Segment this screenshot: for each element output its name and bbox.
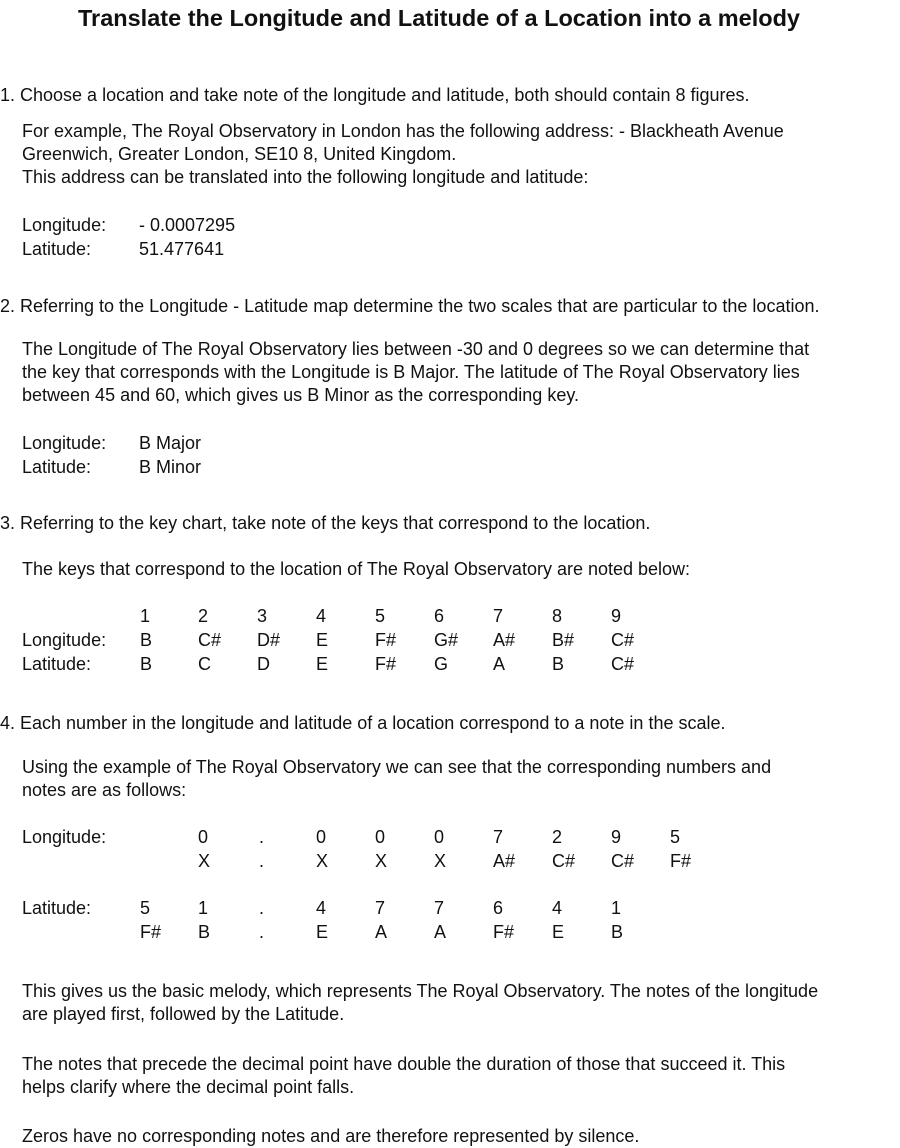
note: X [375, 851, 388, 871]
step-4-heading: 4. Each number in the longitude and latitude of a location correspond to a note in the scale. [0, 713, 726, 733]
digit: 0 [198, 827, 209, 847]
key-note: B# [552, 630, 575, 650]
note: B [611, 922, 624, 942]
closing-line: Zeros have no corresponding notes and are therefore represented by silence. [22, 1126, 640, 1146]
digit: 5 [670, 827, 681, 847]
digit: 4 [552, 898, 563, 918]
note: C# [611, 851, 635, 871]
key-note: B [140, 654, 153, 674]
key-note: B [552, 654, 565, 674]
note: F# [493, 922, 515, 942]
step-1-description [22, 120, 900, 189]
closing-line: are played first, followed by the Latitude. [22, 1004, 345, 1024]
step-1-line: Greenwich, Greater London, SE10 8, United Kingdom. [22, 144, 457, 164]
key-number: 7 [493, 606, 504, 626]
key-note: A# [493, 630, 516, 650]
step-2-line: The Longitude of The Royal Observatory lies between -30 and 0 degrees so we can determine that [22, 339, 810, 359]
key-note: A [493, 654, 506, 674]
step-1-longitude [22, 214, 235, 237]
step-1-heading: 1. Choose a location and take note of the longitude and latitude, both should contain 8 figures. [0, 85, 750, 105]
note: X [434, 851, 447, 871]
note: X [316, 851, 329, 871]
key-note: F# [375, 654, 397, 674]
note: E [316, 922, 329, 942]
note: A [434, 922, 447, 942]
digit: 0 [375, 827, 386, 847]
decimal-point: . [259, 827, 265, 847]
key-note: C [198, 654, 211, 674]
decimal-point: . [259, 851, 265, 871]
digit: 7 [493, 827, 504, 847]
step-4-description [22, 756, 900, 802]
note: A [375, 922, 388, 942]
key-number: 6 [434, 606, 445, 626]
key-note: G# [434, 630, 459, 650]
key-note: D [257, 654, 270, 674]
closing-line: The notes that precede the decimal point have double the duration of those that succeed it. This [22, 1054, 786, 1074]
step-3-intro [22, 558, 900, 581]
key-note: B [140, 630, 153, 650]
note: E [552, 922, 565, 942]
longitude-label: Longitude: [22, 215, 107, 235]
page-title: Translate the Longitude and Latitude of a Location into a melody [77, 5, 801, 31]
longitude-label: Longitude: [22, 433, 107, 453]
note: F# [670, 851, 692, 871]
digit: 5 [140, 898, 151, 918]
closing-paragraph-duration [22, 1053, 900, 1099]
key-note: F# [375, 630, 397, 650]
row-label: Longitude: [22, 630, 107, 650]
row-label: Latitude: [22, 898, 92, 918]
note: C# [552, 851, 576, 871]
digit: 7 [434, 898, 445, 918]
closing-line: This gives us the basic melody, which represents The Royal Observatory. The notes of the longitude [22, 981, 819, 1001]
key-number: 5 [375, 606, 386, 626]
closing-line: helps clarify where the decimal point falls. [22, 1077, 355, 1097]
longitude-value: - 0.0007295 [139, 215, 236, 235]
key-number: 2 [198, 606, 209, 626]
digit: 1 [611, 898, 622, 918]
digit: 7 [375, 898, 386, 918]
note: F# [140, 922, 162, 942]
key-number: 9 [611, 606, 622, 626]
closing-paragraph-melody [22, 980, 900, 1026]
step-2-line: between 45 and 60, which gives us B Minor as the corresponding key. [22, 385, 579, 405]
latitude-value: 51.477641 [139, 239, 225, 259]
key-note: G [434, 654, 449, 674]
key-note: E [316, 654, 329, 674]
key-number: 1 [140, 606, 151, 626]
digit: 0 [316, 827, 327, 847]
step-3-line: The keys that correspond to the location of The Royal Observatory are noted below: [22, 559, 691, 579]
decimal-point: . [259, 922, 265, 942]
digit: 4 [316, 898, 327, 918]
digit: 1 [198, 898, 209, 918]
step-2-heading: 2. Referring to the Longitude - Latitude map determine the two scales that are particular to the location. [0, 296, 820, 316]
note: B [198, 922, 211, 942]
latitude-key: B Minor [139, 457, 202, 477]
step-1-line: This address can be translated into the following longitude and latitude: [22, 167, 589, 187]
closing-paragraph-zeros [22, 1125, 900, 1148]
key-note: D# [257, 630, 281, 650]
step-1-line: For example, The Royal Observatory in London has the following address: - Blackheath Avenue [22, 121, 784, 141]
latitude-label: Latitude: [22, 239, 92, 259]
step-2-longitude [22, 432, 201, 455]
row-label: Longitude: [22, 827, 107, 847]
key-note: E [316, 630, 329, 650]
decimal-point: . [259, 898, 265, 918]
step-2-description [22, 338, 900, 407]
key-note: C# [611, 630, 635, 650]
digit: 6 [493, 898, 504, 918]
step-4-line: notes are as follows: [22, 780, 187, 800]
step-2-latitude [22, 456, 201, 479]
key-note: C# [611, 654, 635, 674]
key-number: 8 [552, 606, 563, 626]
digit: 0 [434, 827, 445, 847]
longitude-key: B Major [139, 433, 202, 453]
step-3-heading: 3. Referring to the key chart, take note of the keys that correspond to the location. [0, 513, 651, 533]
latitude-label: Latitude: [22, 457, 92, 477]
note: X [198, 851, 211, 871]
step-1-latitude [22, 238, 224, 261]
step-4-line: Using the example of The Royal Observatory we can see that the corresponding numbers and [22, 757, 772, 777]
key-note: C# [198, 630, 222, 650]
row-label: Latitude: [22, 654, 92, 674]
digit: 2 [552, 827, 563, 847]
step-2-line: the key that corresponds with the Longitude is B Major. The latitude of The Royal Observatory lies [22, 362, 800, 382]
note: A# [493, 851, 516, 871]
key-number: 3 [257, 606, 268, 626]
digit: 9 [611, 827, 622, 847]
key-number: 4 [316, 606, 327, 626]
